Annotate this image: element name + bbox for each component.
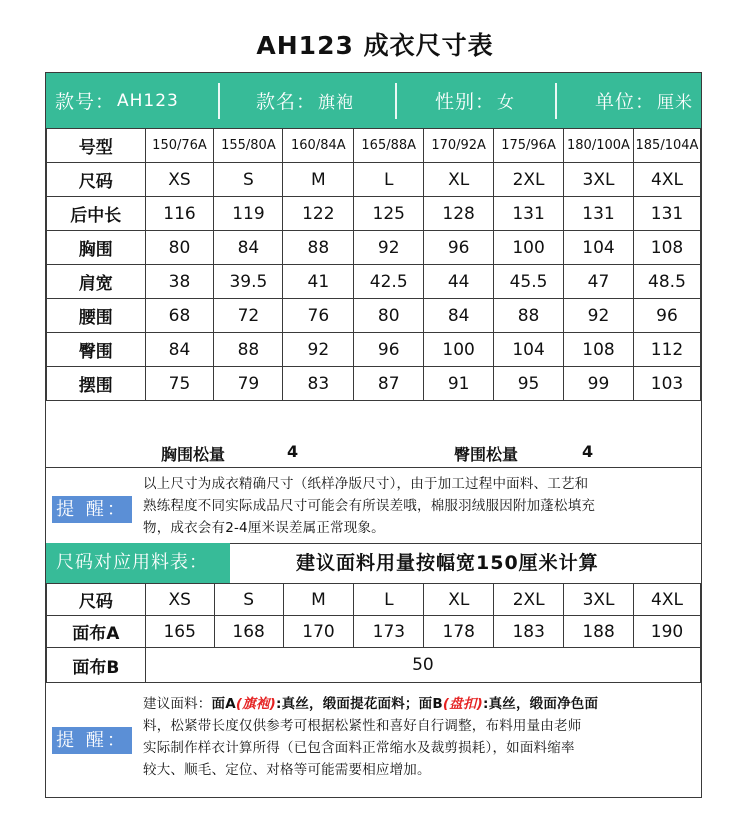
value-cell: 99 xyxy=(564,367,634,401)
value-cell: 173 xyxy=(354,616,424,648)
value-cell: 80 xyxy=(145,231,214,265)
model-cell: 175/96A xyxy=(494,129,564,163)
value-cell: 80 xyxy=(354,299,424,333)
size-cell: S xyxy=(214,163,283,197)
value-cell: 104 xyxy=(494,333,564,367)
value-cell: 88 xyxy=(283,231,354,265)
value-cell: 96 xyxy=(354,333,424,367)
value-cell: 131 xyxy=(494,197,564,231)
usage-header xyxy=(46,543,701,583)
value-cell: 116 xyxy=(145,197,214,231)
value-cell: 131 xyxy=(633,197,700,231)
value-cell: 119 xyxy=(214,197,283,231)
table-row xyxy=(47,231,701,265)
value-cell: 188 xyxy=(564,616,634,648)
table-row xyxy=(47,163,701,197)
size-cell: L xyxy=(354,163,424,197)
style-number: 款号： AH123 xyxy=(55,90,179,113)
row-header: 腰围 xyxy=(47,299,146,333)
value-cell: 108 xyxy=(633,231,700,265)
table-row xyxy=(47,584,701,616)
size-table xyxy=(46,128,701,401)
value-cell: 190 xyxy=(634,616,701,648)
size-cell: M xyxy=(283,584,354,616)
table-row xyxy=(47,333,701,367)
size-cell: XL xyxy=(424,163,494,197)
size-cell: XS xyxy=(145,163,214,197)
value-cell: 44 xyxy=(424,265,494,299)
size-cell: 2XL xyxy=(494,584,564,616)
size-cell: XS xyxy=(145,584,214,616)
model-cell: 150/76A xyxy=(145,129,214,163)
model-cell: 185/104A xyxy=(633,129,700,163)
hip-ease-value: 4 xyxy=(582,442,594,461)
value-cell: 92 xyxy=(354,231,424,265)
value-cell: 112 xyxy=(633,333,700,367)
value-cell: 45.5 xyxy=(494,265,564,299)
row-header: 面布A xyxy=(47,616,146,648)
value-cell: 178 xyxy=(424,616,494,648)
value-cell: 170 xyxy=(283,616,354,648)
unit: 单位： 厘米 xyxy=(595,91,694,113)
value-cell: 125 xyxy=(354,197,424,231)
value-cell: 168 xyxy=(214,616,283,648)
value-cell: 91 xyxy=(424,367,494,401)
value-cell: 104 xyxy=(564,231,634,265)
row-header: 摆围 xyxy=(47,367,146,401)
value-cell: 50 xyxy=(145,648,700,683)
table-row xyxy=(47,648,701,683)
value-cell: 84 xyxy=(424,299,494,333)
usage-title: 建议面料用量按幅宽150厘米计算 xyxy=(296,552,599,574)
chest-ease-label: 胸围松量 xyxy=(161,445,226,464)
row-header: 肩宽 xyxy=(47,265,146,299)
model-cell: 165/88A xyxy=(354,129,424,163)
value-cell: 100 xyxy=(424,333,494,367)
size-cell: XL xyxy=(424,584,494,616)
size-cell: 2XL xyxy=(494,163,564,197)
value-cell: 92 xyxy=(564,299,634,333)
usage-label: 尺码对应用料表： xyxy=(46,543,230,583)
size-note-text: 以上尺寸为成衣精确尺寸（纸样净版尺寸），由于加工过程中面料、工艺和 熟练程度不同实际成品尺寸可能会有所误差哦，棉服羽绒服因附加蓬松填充 物，成衣会有2-4厘米误差属正常现象。 xyxy=(143,476,596,536)
value-cell: 88 xyxy=(214,333,283,367)
size-cell: S xyxy=(214,584,283,616)
chest-ease-value: 4 xyxy=(287,442,299,461)
value-cell: 183 xyxy=(494,616,564,648)
table-row xyxy=(47,265,701,299)
ease-row xyxy=(46,436,701,468)
table-row xyxy=(47,367,701,401)
table-row xyxy=(47,129,701,163)
hip-ease-label: 臀围松量 xyxy=(454,445,519,464)
value-cell: 75 xyxy=(145,367,214,401)
table-row xyxy=(47,197,701,231)
value-cell: 131 xyxy=(564,197,634,231)
value-cell: 108 xyxy=(564,333,634,367)
value-cell: 87 xyxy=(354,367,424,401)
row-header: 后中长 xyxy=(47,197,146,231)
value-cell: 88 xyxy=(494,299,564,333)
fabric-table xyxy=(46,583,701,683)
reminder-badge: 提 醒： xyxy=(52,496,132,523)
row-header: 胸围 xyxy=(47,231,146,265)
size-cell: 3XL xyxy=(564,584,634,616)
model-cell: 170/92A xyxy=(424,129,494,163)
model-cell: 160/84A xyxy=(283,129,354,163)
value-cell: 92 xyxy=(283,333,354,367)
value-cell: 41 xyxy=(283,265,354,299)
value-cell: 100 xyxy=(494,231,564,265)
value-cell: 68 xyxy=(145,299,214,333)
value-cell: 95 xyxy=(494,367,564,401)
value-cell: 39.5 xyxy=(214,265,283,299)
size-cell: 3XL xyxy=(564,163,634,197)
row-header: 尺码 xyxy=(47,163,146,197)
value-cell: 83 xyxy=(283,367,354,401)
value-cell: 72 xyxy=(214,299,283,333)
value-cell: 79 xyxy=(214,367,283,401)
table-row xyxy=(47,616,701,648)
value-cell: 96 xyxy=(633,299,700,333)
fabric-note-text: 建议面料：面A(旗袍):真丝，缎面提花面料；面B(盘扣):真丝，缎面净色面 料，松紧带长度仅供参考可根据松紧性和喜好自行调整，布料用量由老师 实际制作样衣计算所得（已包含面料正常缩水及裁剪损耗），如面料缩率 较大、顺毛、定位、对格等可能需要相应增加。 xyxy=(143,696,599,778)
table-row xyxy=(47,299,701,333)
row-header: 臀围 xyxy=(47,333,146,367)
style-name: 款名： 旗袍 xyxy=(256,91,355,113)
value-cell: 165 xyxy=(145,616,214,648)
row-header: 面布B xyxy=(47,648,146,683)
value-cell: 96 xyxy=(424,231,494,265)
value-cell: 38 xyxy=(145,265,214,299)
size-cell: 4XL xyxy=(633,163,700,197)
value-cell: 128 xyxy=(424,197,494,231)
row-header: 号型 xyxy=(47,129,146,163)
value-cell: 48.5 xyxy=(633,265,700,299)
value-cell: 42.5 xyxy=(354,265,424,299)
size-note xyxy=(46,468,701,544)
row-header: 尺码 xyxy=(47,584,146,616)
gender: 性别： 女 xyxy=(435,91,516,113)
reminder-badge: 提 醒： xyxy=(52,727,132,754)
size-chart-frame xyxy=(45,72,702,798)
value-cell: 122 xyxy=(283,197,354,231)
value-cell: 84 xyxy=(145,333,214,367)
size-cell: 4XL xyxy=(634,584,701,616)
value-cell: 84 xyxy=(214,231,283,265)
value-cell: 47 xyxy=(564,265,634,299)
fabric-note xyxy=(46,681,701,799)
size-cell: L xyxy=(354,584,424,616)
size-cell: M xyxy=(283,163,354,197)
header-bar xyxy=(46,73,701,128)
value-cell: 76 xyxy=(283,299,354,333)
page-title: AH123 成衣尺寸表 xyxy=(256,31,494,60)
model-cell: 180/100A xyxy=(564,129,634,163)
model-cell: 155/80A xyxy=(214,129,283,163)
value-cell: 103 xyxy=(633,367,700,401)
